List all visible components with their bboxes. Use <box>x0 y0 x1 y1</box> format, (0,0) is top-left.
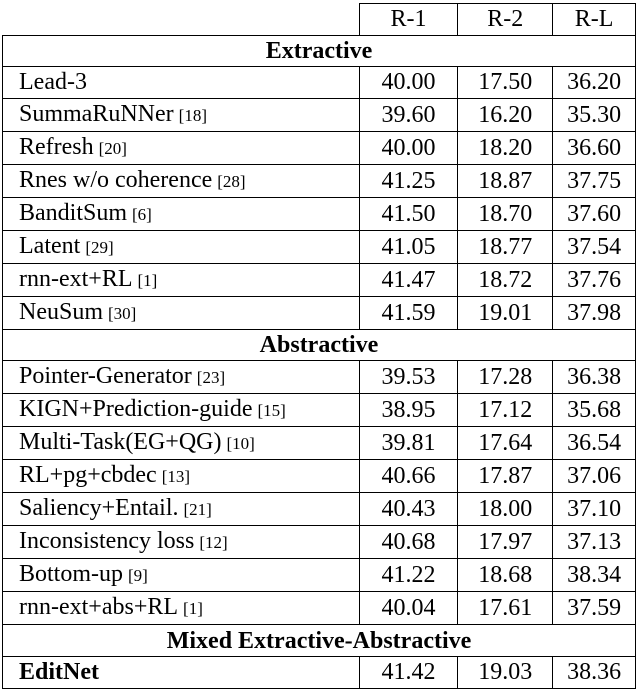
score-r2: 19.03 <box>458 656 553 688</box>
table-row <box>3 493 636 526</box>
method-name: Pointer-Generator <box>19 363 192 390</box>
score-r2: 17.28 <box>458 361 553 394</box>
table-row <box>3 460 636 493</box>
method-cell <box>3 656 360 688</box>
table-row <box>3 656 636 688</box>
method-cell <box>3 263 360 296</box>
method-name: rnn-ext+RL <box>19 265 133 292</box>
score-r2: 18.77 <box>458 230 553 263</box>
citation-ref: [23] <box>196 368 226 388</box>
score-rl: 37.54 <box>553 230 636 263</box>
score-rl: 38.34 <box>553 559 636 592</box>
score-r1: 40.00 <box>359 67 458 99</box>
score-r1: 39.60 <box>359 98 458 131</box>
score-rl: 38.36 <box>553 656 636 688</box>
method-cell <box>3 592 360 625</box>
table-row <box>3 592 636 625</box>
score-rl: 37.98 <box>553 296 636 329</box>
method-name: NeuSum <box>19 298 103 325</box>
score-r2: 17.61 <box>458 592 553 625</box>
score-r1: 39.81 <box>359 427 458 460</box>
method-cell <box>3 460 360 493</box>
citation-ref: [15] <box>257 401 286 421</box>
method-cell <box>3 427 360 460</box>
score-r1: 40.43 <box>359 493 458 526</box>
score-r1: 41.25 <box>359 164 458 197</box>
score-rl: 37.76 <box>553 263 636 296</box>
citation-ref: [20] <box>98 138 127 158</box>
citation-ref: [1] <box>183 599 203 619</box>
header-row <box>3 4 636 36</box>
score-rl: 37.59 <box>553 592 636 625</box>
table-row <box>3 230 636 263</box>
method-cell <box>3 296 360 329</box>
table-row <box>3 131 636 164</box>
method-name: Latent <box>19 232 81 259</box>
score-r1: 39.53 <box>359 361 458 394</box>
table-row <box>3 98 636 131</box>
citation-ref: [21] <box>183 500 212 520</box>
citation-ref: [6] <box>132 204 152 224</box>
section-title: Mixed Extractive-Abstractive <box>3 625 636 657</box>
section-title: Abstractive <box>3 329 636 361</box>
score-r1: 41.05 <box>359 230 458 263</box>
score-r2: 17.97 <box>458 526 553 559</box>
score-r2: 18.00 <box>458 493 553 526</box>
method-name: RL+pg+cbdec <box>19 462 157 489</box>
score-rl: 37.60 <box>553 197 636 230</box>
table-row <box>3 427 636 460</box>
table-row <box>3 164 636 197</box>
score-rl: 37.75 <box>553 164 636 197</box>
results-table-body <box>3 4 636 689</box>
score-rl: 35.30 <box>553 98 636 131</box>
score-r2: 17.64 <box>458 427 553 460</box>
score-r1: 40.04 <box>359 592 458 625</box>
method-name: Lead-3 <box>19 69 87 96</box>
header-blank-cell <box>3 4 360 36</box>
method-name: EditNet <box>19 659 99 686</box>
table-row <box>3 394 636 427</box>
citation-ref: [28] <box>217 171 246 191</box>
method-name: SummaRuNNer <box>19 100 174 127</box>
score-r2: 16.20 <box>458 98 553 131</box>
section-title: Extractive <box>3 35 636 67</box>
score-rl: 35.68 <box>553 394 636 427</box>
method-cell <box>3 98 360 131</box>
section-row <box>3 625 636 657</box>
table-row <box>3 197 636 230</box>
column-header-rl: R-L <box>553 4 636 36</box>
method-name: Rnes w/o coherence <box>19 166 213 193</box>
score-r1: 40.00 <box>359 131 458 164</box>
score-r2: 17.87 <box>458 460 553 493</box>
citation-ref: [1] <box>137 270 158 290</box>
citation-ref: [10] <box>226 434 255 454</box>
table-row <box>3 67 636 99</box>
score-r2: 17.50 <box>458 67 553 99</box>
score-rl: 37.10 <box>553 493 636 526</box>
section-row <box>3 35 636 67</box>
score-r1: 40.68 <box>359 526 458 559</box>
method-cell <box>3 67 360 99</box>
score-r2: 18.20 <box>458 131 553 164</box>
citation-ref: [18] <box>178 105 207 125</box>
table-row <box>3 526 636 559</box>
score-r2: 18.70 <box>458 197 553 230</box>
table-row <box>3 296 636 329</box>
score-rl: 37.06 <box>553 460 636 493</box>
score-r1: 41.22 <box>359 559 458 592</box>
score-rl: 37.13 <box>553 526 636 559</box>
score-r2: 18.68 <box>458 559 553 592</box>
method-cell <box>3 493 360 526</box>
table-row <box>3 361 636 394</box>
column-header-r2: R-2 <box>458 4 553 36</box>
citation-ref: [9] <box>128 566 148 586</box>
method-cell <box>3 197 360 230</box>
score-r1: 38.95 <box>359 394 458 427</box>
score-r1: 40.66 <box>359 460 458 493</box>
score-r1: 41.47 <box>359 263 458 296</box>
method-cell <box>3 559 360 592</box>
score-r2: 18.72 <box>458 263 553 296</box>
citation-ref: [12] <box>199 533 228 553</box>
citation-ref: [30] <box>108 303 137 323</box>
score-rl: 36.60 <box>553 131 636 164</box>
method-cell <box>3 131 360 164</box>
score-r1: 41.50 <box>359 197 458 230</box>
method-name: Refresh <box>19 133 94 160</box>
method-name: Inconsistency loss <box>19 528 195 555</box>
column-header-r1: R-1 <box>359 4 458 36</box>
score-r1: 41.59 <box>359 296 458 329</box>
method-name: BanditSum <box>19 199 128 226</box>
method-name: KIGN+Prediction-guide <box>19 396 253 423</box>
score-r1: 41.42 <box>359 656 458 688</box>
score-r2: 18.87 <box>458 164 553 197</box>
method-cell <box>3 361 360 394</box>
score-r2: 19.01 <box>458 296 553 329</box>
method-name: Multi-Task(EG+QG) <box>19 429 222 456</box>
method-name: Saliency+Entail. <box>19 495 179 522</box>
method-name: Bottom-up <box>19 561 124 588</box>
method-cell <box>3 230 360 263</box>
citation-ref: [13] <box>161 467 191 487</box>
score-rl: 36.38 <box>553 361 636 394</box>
method-cell <box>3 526 360 559</box>
method-cell <box>3 394 360 427</box>
method-cell <box>3 164 360 197</box>
table-row <box>3 559 636 592</box>
table-row <box>3 263 636 296</box>
results-table <box>2 3 636 689</box>
section-row <box>3 329 636 361</box>
score-r2: 17.12 <box>458 394 553 427</box>
score-rl: 36.54 <box>553 427 636 460</box>
citation-ref: [29] <box>85 237 114 257</box>
method-name: rnn-ext+abs+RL <box>19 594 179 621</box>
score-rl: 36.20 <box>553 67 636 99</box>
